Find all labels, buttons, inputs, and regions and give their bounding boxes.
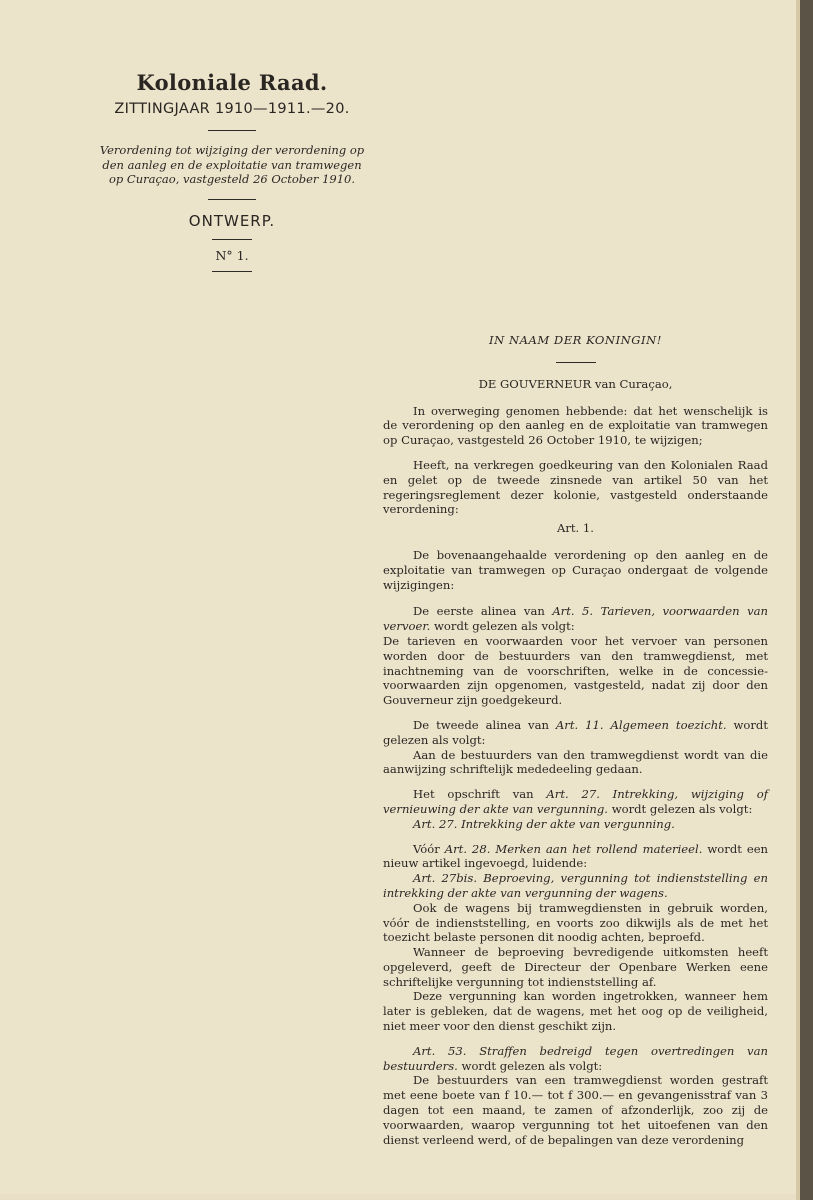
article-title: Algemeen toezicht. — [610, 717, 727, 732]
invocation: IN NAAM DER KONINGIN! — [489, 333, 662, 347]
council-title: Koloniale Raad. — [136, 70, 328, 95]
article-ref: Art. 27. — [546, 787, 600, 802]
new-article-paragraph: Deze vergunning kan worden ingetrokken, wanneer hem later is gebleken, dat de wagens, met het oog op de veiligheid, niet meer voor den dienst geschikt zijn. — [383, 989, 768, 1034]
article-ref: Art. 28. — [444, 841, 491, 856]
amendment-5 — [383, 1044, 768, 1074]
divider — [556, 362, 596, 363]
amendment-2-text: Aan de bestuurders van den tramwegdienst wordt van die aanwijzing schriftelijk mededeeling gedaan. — [383, 747, 768, 777]
amendment-rest: wordt gelezen als volgt: — [383, 717, 769, 747]
new-article-paragraph: Wanneer de beproeving bevredigende uitkomsten heeft opgeleverd, geeft de Directeur der Openbare Werken eene schriftelijke vergunning tot indienststelling af. — [383, 945, 768, 989]
document-number: N° 1. — [215, 247, 249, 263]
amendment-3-text: Art. 27. Intrekking der akte van vergunning. — [413, 816, 675, 831]
amendment-3 — [383, 787, 768, 817]
divider — [212, 271, 252, 272]
amendment-4 — [383, 842, 768, 872]
governor-line: DE GOUVERNEUR van Curaçao, — [478, 376, 673, 391]
divider — [208, 199, 256, 200]
paragraph-preamble: In overweging genomen hebbende: dat het wenschelijk is de verordening op den aanleg en de exploitatie van tramwegen op Curaçao, vastgesteld 26 October 1910, te wijzigen; — [383, 403, 768, 448]
amendment-2 — [383, 718, 768, 748]
amendment-5-text: De bestuurders van een tramwegdienst worden gestraft met eene boete van f 10.— tot f 300.— en gevangenisstraf van 3 dagen tot een maand, te zamen of afzonderlijk, zoo zij de voorwaarden, waarop vergunning tot het uitoefenen van den dienst verleend werd, of de bepalingen van deze verordening — [383, 1073, 768, 1147]
article-title: Merken aan het rollend materieel. — [495, 841, 703, 856]
ordinance-body — [383, 333, 768, 1147]
article-title: Tarieven, voorwaarden van vervoer. — [383, 604, 769, 634]
paragraph-enactment: Heeft, na verkregen goedkeuring van den Kolonialen Raad en gelet op de tweede zinsnede van artikel 50 van het regeringsreglement dezer kolonie, vastgesteld onderstaande verordening: — [383, 457, 768, 517]
amendment-intro: De tweede alinea van — [413, 717, 549, 732]
paragraph-amendments: De bovenaangehaalde verordening op den aanleg en de exploitatie van tramwegen op Curaçao ondergaat de volgende wijzigingen: — [383, 547, 768, 592]
amendment-rest: wordt gelezen als volgt: — [611, 801, 753, 816]
article-ref: Art. 11. — [555, 717, 604, 732]
divider — [208, 130, 256, 131]
article-heading: Art. 1. — [556, 521, 594, 536]
amendment-intro: Het opschrift van — [413, 787, 534, 802]
article-title: Straffen bedreigd tegen overtredingen van bestuurders. — [383, 1043, 768, 1073]
amendment-intro: Vóór — [413, 841, 440, 856]
amendment-rest: wordt gelezen als volgt: — [434, 619, 575, 634]
article-title: Intrekking, wijziging of vernieuwing der akte van vergunning. — [383, 787, 768, 816]
new-article-heading: Art. 27bis. Beproeving, vergunning tot indienststelling en intrekking der akte van vergunning der wagens. — [383, 871, 768, 900]
scan-border — [800, 0, 813, 1200]
amendment-rest: wordt gelezen als volgt: — [461, 1058, 603, 1073]
amendment-rest: wordt een nieuw artikel ingevoegd, luidende: — [383, 841, 769, 871]
article-ref: Art. 5. — [552, 604, 594, 619]
article-ref: Art. 53. — [413, 1043, 467, 1058]
draft-label: ONTWERP. — [188, 211, 276, 230]
new-article-paragraph: Ook de wagens bij tramwegdiensten in gebruik worden, vóór de indienststelling, en voorts zoo dikwijls als de met het toezicht belaste personen dit noodig achten, beproefd. — [383, 900, 768, 945]
document-header — [96, 70, 368, 280]
amendment-1-text: De tarieven en voorwaarden voor het vervoer van personen worden door de bestuurders van den tramwegdienst, met inachtneming van de voorschriften, welke in de concessie-voorwaarden zijn opgenomen, vastgesteld, nadat zij door den Gouverneur zijn goedgekeurd. — [383, 633, 768, 708]
session-year: ZITTINGJAAR 1910—1911.—20. — [114, 101, 350, 117]
amendment-intro: De eerste alinea van — [413, 604, 545, 619]
divider — [212, 239, 252, 240]
ordinance-description: Verordening tot wijziging der verordening op den aanleg en de exploitatie van tramwegen op Curaçao, vastgesteld 26 October 1910. — [99, 143, 365, 186]
amendment-1 — [383, 604, 768, 634]
